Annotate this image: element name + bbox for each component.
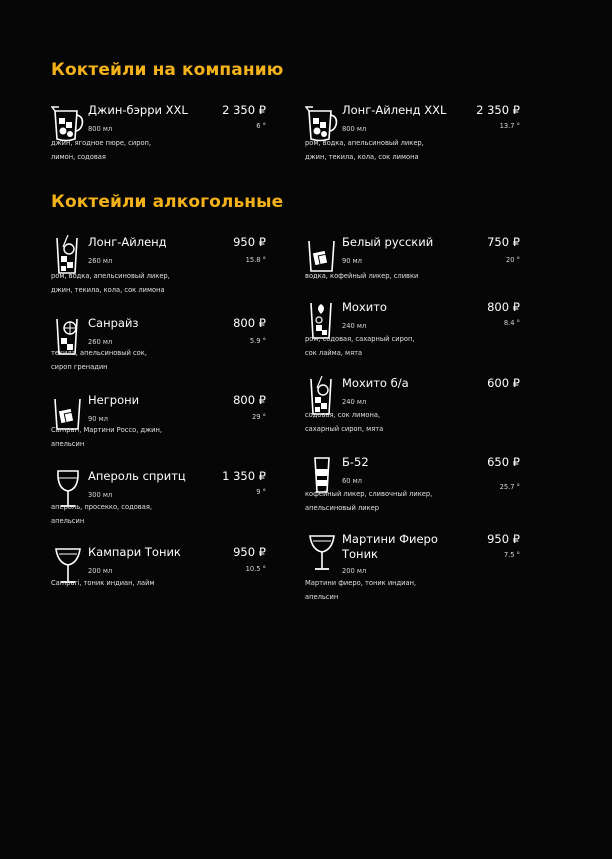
- item-name: Санрайз: [88, 316, 139, 330]
- item-price: 650 ₽: [487, 455, 520, 469]
- item-abv: 8.4 °: [503, 319, 520, 327]
- item-volume: 260 мл: [88, 257, 113, 265]
- item-abv: 6 °: [256, 122, 266, 130]
- item-name: Мартини Фиеро Тоник: [342, 532, 438, 561]
- item-price: 800 ₽: [233, 316, 266, 330]
- item-price: 2 350 ₽: [222, 103, 266, 117]
- item-volume: 240 мл: [342, 398, 367, 406]
- item-abv: 15.8 °: [245, 256, 266, 264]
- item-abv: 20 °: [506, 256, 520, 264]
- item-name: Лонг-Айленд XXL: [342, 103, 447, 117]
- item-abv: 7.5 °: [503, 551, 520, 559]
- item-price: 2 350 ₽: [476, 103, 520, 117]
- item-ingredients: ром, водка, апельсиновый ликер, джин, текила, кола, сок лимона: [51, 272, 170, 294]
- item-price: 750 ₽: [487, 235, 520, 249]
- item-name: Б-52: [342, 455, 369, 469]
- item-price: 800 ₽: [487, 300, 520, 314]
- item-name: Мохито: [342, 300, 387, 314]
- item-abv: 9 °: [256, 488, 266, 496]
- item-ingredients: Campari, тоник индиан, лайм: [51, 579, 155, 587]
- item-abv: 29 °: [252, 413, 266, 421]
- item-name: Негрони: [88, 393, 140, 407]
- item-volume: 800 мл: [88, 125, 113, 133]
- item-ingredients: содовая, сок лимона, сахарный сироп, мята: [305, 411, 384, 433]
- item-ingredients: водка, кофейный ликер, сливки: [305, 272, 419, 280]
- item-ingredients: джин, ягодное пюре, сироп, лимон, содовая: [51, 139, 152, 161]
- item-volume: 90 мл: [88, 415, 108, 423]
- item-volume: 260 мл: [88, 338, 113, 346]
- item-abv: 10.5 °: [245, 565, 266, 573]
- item-volume: 240 мл: [342, 322, 367, 330]
- item-name: Апероль спритц: [88, 469, 186, 483]
- item-volume: 300 мл: [88, 491, 113, 499]
- item-ingredients: ром, водка, апельсиновый ликер, джин, текила, кола, сок лимона: [305, 139, 424, 161]
- item-abv: 13.7 °: [499, 122, 520, 130]
- item-price: 800 ₽: [233, 393, 266, 407]
- section-title-alcoholic: Коктейли алкогольные: [51, 192, 284, 212]
- item-volume: 200 мл: [88, 567, 113, 575]
- item-volume: 200 мл: [342, 567, 367, 575]
- item-ingredients: текила, апельсиновый сок, сироп гренадин: [51, 349, 147, 371]
- item-ingredients: Мартини фиеро, тоник индиан, апельсин: [305, 579, 417, 601]
- item-name: Джин-бэрри XXL: [88, 103, 188, 117]
- item-ingredients: апероль, просекко, содовая, апельсин: [51, 503, 152, 525]
- item-price: 600 ₽: [487, 376, 520, 390]
- item-name: Мохито б/а: [342, 376, 409, 390]
- item-price: 950 ₽: [487, 532, 520, 546]
- item-volume: 60 мл: [342, 477, 362, 485]
- item-volume: 90 мл: [342, 257, 362, 265]
- item-name: Лонг-Айленд: [88, 235, 167, 249]
- item-name: Белый русский: [342, 235, 434, 249]
- section-title-company: Коктейли на компанию: [51, 60, 284, 80]
- item-volume: 800 мл: [342, 125, 367, 133]
- item-price: 950 ₽: [233, 235, 266, 249]
- item-ingredients: ром, содовая, сахарный сироп, сок лайма, мята: [305, 335, 415, 357]
- coupe-glass-icon: [305, 532, 339, 572]
- item-name: Кампари Тоник: [88, 545, 181, 559]
- item-abv: 5.9 °: [249, 337, 266, 345]
- item-price: 1 350 ₽: [222, 469, 266, 483]
- item-ingredients: Campari, Мартини Россо, джин, апельсин: [51, 426, 162, 448]
- item-abv: 25.7 °: [499, 483, 520, 491]
- item-ingredients: кофейный ликер, сливочный ликер, апельсиновый ликер: [305, 490, 433, 512]
- item-price: 950 ₽: [233, 545, 266, 559]
